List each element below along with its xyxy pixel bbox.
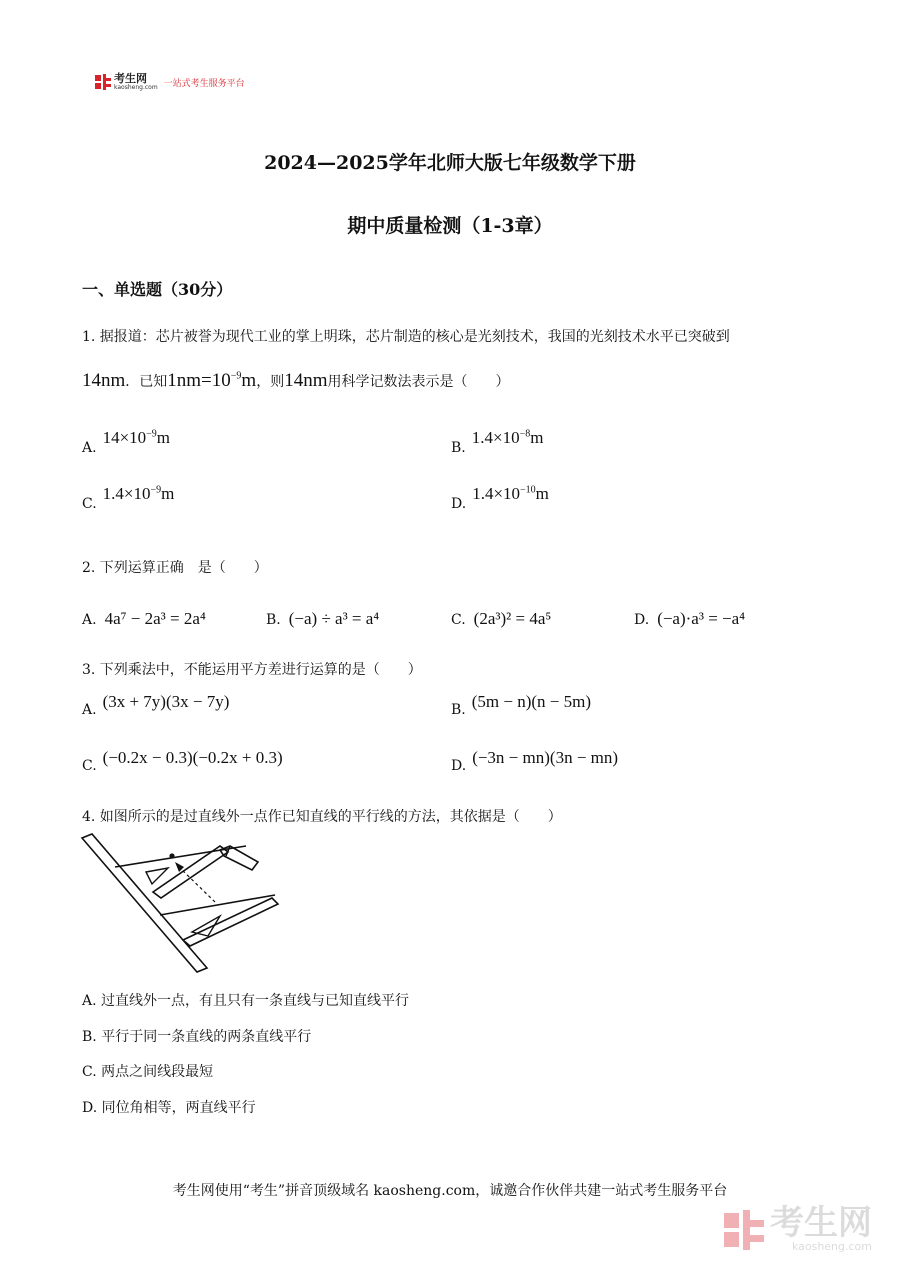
q1-option-b-expr: $1.4\times 10^{-8}m$ bbox=[471, 428, 544, 447]
logo-icon bbox=[95, 74, 111, 90]
q3-option-d[interactable]: D. (−3n − mn)(3n − mn) bbox=[451, 748, 619, 774]
q2-option-a[interactable]: A. 4a⁷ − 2a³ = 2a⁴ bbox=[82, 609, 206, 628]
q2-option-d[interactable]: D. (−a)·a³ = −a⁴ bbox=[634, 609, 746, 628]
watermark-name: 考生网 bbox=[770, 1203, 872, 1243]
q3-option-d-expr: (−3n − mn)(3n − mn) bbox=[472, 748, 619, 767]
q2-option-b-expr: (−a) ÷ a³ = a⁴ bbox=[288, 609, 380, 628]
q2-option-a-expr: 4a⁷ − 2a³ = 2a⁴ bbox=[104, 609, 206, 628]
q1-option-b[interactable]: B. $1.4\times 10^{-8}m$ bbox=[451, 428, 544, 456]
q3-stem: 3. 下列乘法中，不能运用平方差进行运算的是（ ） bbox=[82, 662, 422, 678]
header-logo bbox=[95, 72, 245, 92]
q4-option-c[interactable]: C. 两点之间线段最短 bbox=[82, 1064, 214, 1080]
q1-stem-line2 bbox=[82, 370, 509, 392]
logo-name: 考生网 bbox=[114, 72, 147, 85]
q3-option-b[interactable]: B. (5m − n)(n − 5m) bbox=[451, 692, 592, 718]
q1-option-a[interactable]: A. $14\times 10^{-9}m$ bbox=[82, 428, 171, 456]
section-heading: 一、单选题（30分） bbox=[82, 280, 233, 299]
q1-option-c[interactable]: C. $1.4\times 10^{-9}m$ bbox=[82, 484, 175, 512]
q1-option-d-expr: $1.4\times 10^{-10}m$ bbox=[472, 484, 549, 503]
q3-option-c-expr: (−0.2x − 0.3)(−0.2x + 0.3) bbox=[102, 748, 283, 767]
footer-text: 考生网使用“考生”拼音顶级域名 kaosheng.com，诚邀合作伙伴共建一站式考生服务平台 bbox=[172, 1183, 728, 1199]
page-subtitle: 期中质量检测（1-3章） bbox=[347, 215, 553, 237]
q4-option-a[interactable]: A. 过直线外一点，有且只有一条直线与已知直线平行 bbox=[82, 993, 410, 1009]
q3-option-a-expr: (3x + 7y)(3x − 7y) bbox=[102, 692, 230, 711]
watermark-domain: kaosheng.com bbox=[791, 1240, 872, 1253]
q4-stem: 4. 如图所示的是过直线外一点作已知直线的平行线的方法，其依据是（ ） bbox=[82, 809, 562, 825]
q3-option-b-expr: (5m − n)(n − 5m) bbox=[471, 692, 592, 711]
q1-math-equation: $1nm=10^{-9}m$ bbox=[167, 370, 257, 391]
q4-option-b[interactable]: B. 平行于同一条直线的两条直线平行 bbox=[82, 1029, 312, 1045]
given-point bbox=[169, 853, 174, 858]
q1-text-ask: 用科学记数法表示是（ ） bbox=[327, 374, 510, 390]
q3-option-c[interactable]: C. (−0.2x − 0.3)(−0.2x + 0.3) bbox=[82, 748, 283, 774]
q2-option-c-expr: (2a³)² = 4a⁵ bbox=[473, 609, 552, 628]
q1-option-d[interactable]: D. $1.4\times 10^{-10}m$ bbox=[451, 484, 549, 512]
arrow-head-icon bbox=[175, 862, 184, 872]
q2-option-d-expr: (−a)·a³ = −a⁴ bbox=[657, 609, 746, 628]
q1-text-known: ．已知 bbox=[125, 374, 168, 390]
page-title: 2024—2025学年北师大版七年级数学下册 bbox=[264, 152, 636, 174]
watermark-logo-icon bbox=[724, 1210, 764, 1250]
watermark-logo bbox=[724, 1203, 872, 1253]
q1-text-then: ，则 bbox=[256, 374, 285, 390]
q4-option-d[interactable]: D. 同位角相等，两直线平行 bbox=[82, 1100, 256, 1116]
q1-math-14nm-2: 14nm bbox=[284, 370, 328, 391]
q2-option-c[interactable]: C. (2a³)² = 4a⁵ bbox=[451, 609, 552, 628]
q2-option-b[interactable]: B. (−a) ÷ a³ = a⁴ bbox=[266, 609, 380, 628]
q1-option-a-expr: $14\times 10^{-9}m$ bbox=[102, 428, 171, 447]
q2-stem: 2. 下列运算正确 是（ ） bbox=[82, 560, 268, 576]
q1-option-c-expr: $1.4\times 10^{-9}m$ bbox=[102, 484, 175, 503]
logo-domain: kaosheng.com bbox=[114, 84, 158, 91]
q4-figure bbox=[80, 832, 280, 977]
lower-set-square bbox=[183, 898, 278, 946]
q1-stem-line1: 1. 据报道：芯片被誉为现代工业的掌上明珠，芯片制造的核心是光刻技术，我国的光刻技术水平已突破到 bbox=[82, 329, 730, 345]
logo-slogan: 一站式考生服务平台 bbox=[163, 78, 245, 89]
q1-math-14nm: 14nm bbox=[82, 370, 126, 391]
q3-option-a[interactable]: A. (3x + 7y)(3x − 7y) bbox=[82, 692, 230, 718]
